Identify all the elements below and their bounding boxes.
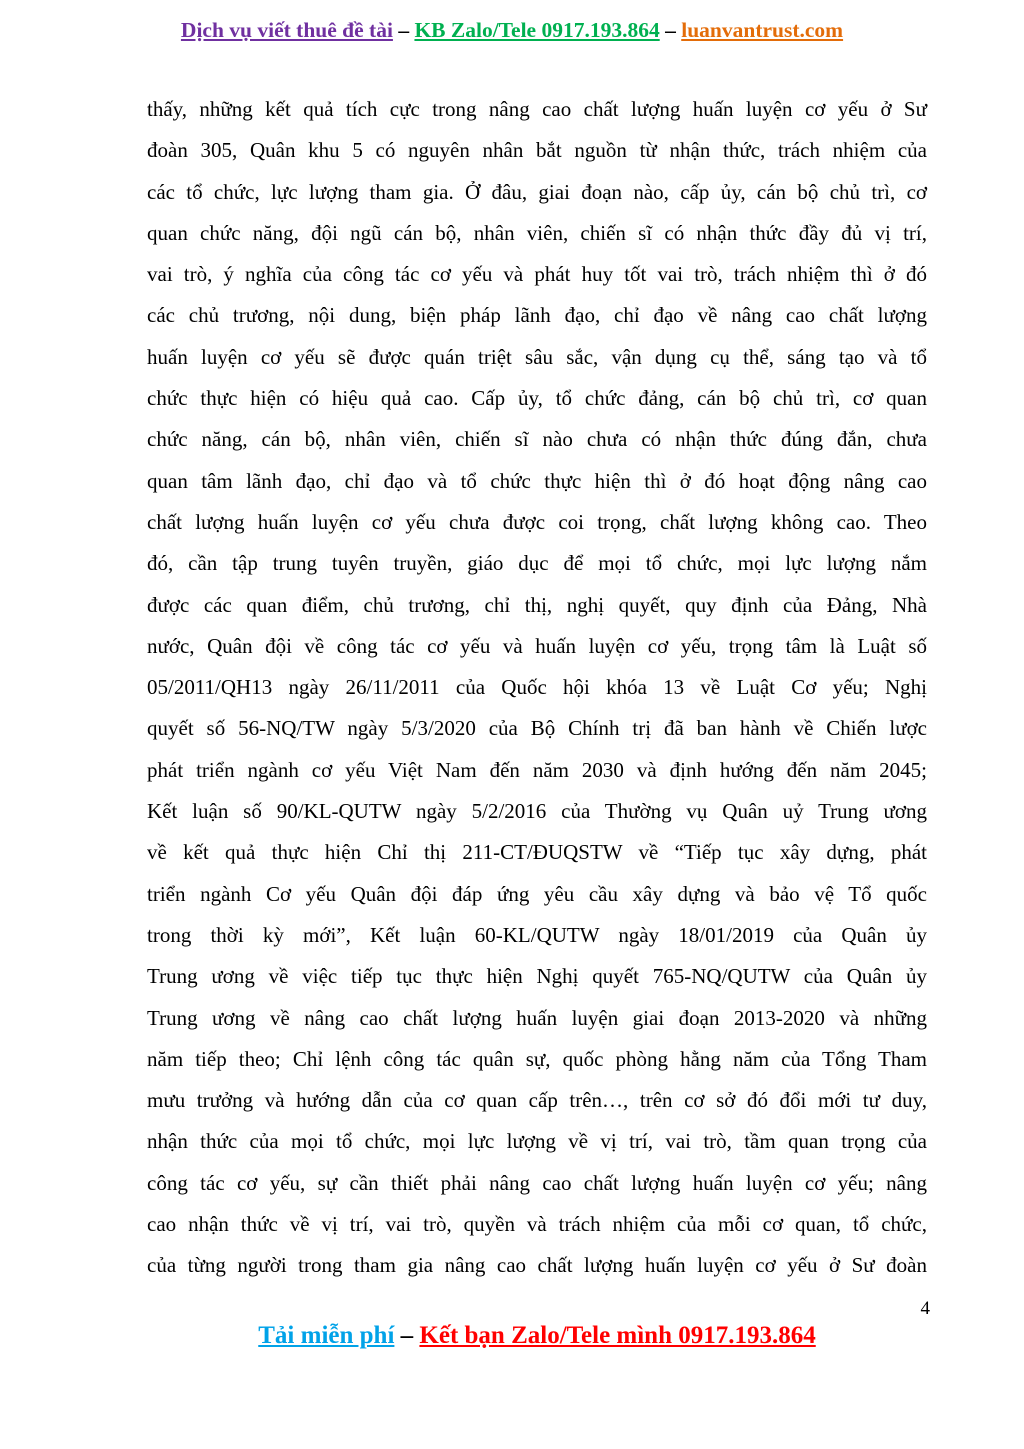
body-line: về kết quả thực hiện Chỉ thị 211-CT/ĐUQSTW về “Tiếp tục xây dựng, phát <box>147 840 927 865</box>
footer-separator: – <box>394 1322 420 1349</box>
header-separator-1: – <box>392 18 415 42</box>
body-line: quan chức năng, đội ngũ cán bộ, nhân viên, chiến sĩ có nhận thức đầy đủ vị trí, <box>147 220 927 245</box>
body-line: năm tiếp theo; Chỉ lệnh công tác quân sự, quốc phòng hằng năm của Tổng Tham <box>147 1046 927 1071</box>
body-line: cao nhận thức về vị trí, vai trò, quyền và trách nhiệm của mỗi cơ quan, tổ chức, <box>147 1212 927 1237</box>
body-line: chức thực hiện có hiệu quả cao. Cấp ủy, tổ chức đảng, cán bộ chủ trì, cơ quan <box>147 386 927 411</box>
body-line: vai trò, ý nghĩa của công tác cơ yếu và phát huy tốt vai trò, trách nhiệm thì ở đó <box>147 262 927 287</box>
body-line: triển ngành Cơ yếu Quân đội đáp ứng yêu cầu xây dựng và bảo vệ Tổ quốc <box>147 881 927 906</box>
header-contact-link[interactable]: KB Zalo/Tele 0917.193.864 <box>414 18 660 42</box>
header-website-link[interactable]: luanvantrust.com <box>681 18 844 42</box>
footer-download-link[interactable]: Tải miễn phí <box>258 1322 395 1349</box>
body-line: đó, cần tập trung tuyên truyền, giáo dục để mọi tổ chức, mọi lực lượng nắm <box>147 551 927 576</box>
page-header <box>0 14 1024 46</box>
body-line: nhận thức của mọi tổ chức, mọi lực lượng về vị trí, vai trò, tầm quan trọng của <box>147 1129 927 1154</box>
body-line: 05/2011/QH13 ngày 26/11/2011 của Quốc hội khóa 13 về Luật Cơ yếu; Nghị <box>147 675 927 700</box>
body-line: chức năng, cán bộ, nhân viên, chiến sĩ nào chưa có nhận thức đúng đắn, chưa <box>147 427 927 452</box>
body-line: mưu trưởng và hướng dẫn của cơ quan cấp trên…, trên cơ sở đó đổi mới tư duy, <box>147 1088 927 1113</box>
body-line: Kết luận số 90/KL-QUTW ngày 5/2/2016 của Thường vụ Quân uỷ Trung ương <box>147 799 927 824</box>
body-line: của từng người trong tham gia nâng cao chất lượng huấn luyện cơ yếu ở Sư đoàn <box>147 1253 927 1278</box>
body-line: quyết số 56-NQ/TW ngày 5/3/2020 của Bộ Chính trị đã ban hành về Chiến lược <box>147 716 927 741</box>
body-line: các chủ trương, nội dung, biện pháp lãnh đạo, chỉ đạo về nâng cao chất lượng <box>147 303 927 328</box>
body-line: Trung ương về nâng cao chất lượng huấn luyện giai đoạn 2013-2020 và những <box>147 1005 927 1030</box>
body-line: quan tâm lãnh đạo, chỉ đạo và tổ chức thực hiện thì ở đó hoạt động nâng cao <box>147 468 927 493</box>
body-line: phát triển ngành cơ yếu Việt Nam đến năm 2030 và định hướng đến năm 2045; <box>147 757 927 782</box>
body-line: thấy, những kết quả tích cực trong nâng cao chất lượng huấn luyện cơ yếu ở Sư <box>147 97 927 121</box>
body-line: được các quan điểm, chủ trương, chỉ thị, nghị quyết, quy định của Đảng, Nhà <box>147 592 927 617</box>
page-footer <box>0 1322 1024 1350</box>
page-number: 4 <box>920 1298 930 1319</box>
header-service-link[interactable]: Dịch vụ viết thuê đề tài <box>180 18 393 42</box>
body-line: nước, Quân đội về công tác cơ yếu và huấn luyện cơ yếu, trọng tâm là Luật số <box>147 633 927 658</box>
body-line: đoàn 305, Quân khu 5 có nguyên nhân bắt nguồn từ nhận thức, trách nhiệm của <box>147 138 927 163</box>
body-line: công tác cơ yếu, sự cần thiết phải nâng cao chất lượng huấn luyện cơ yếu; nâng <box>147 1170 927 1195</box>
body-line: chất lượng huấn luyện cơ yếu chưa được coi trọng, chất lượng không cao. Theo <box>147 509 927 534</box>
footer-contact-link[interactable]: Kết bạn Zalo/Tele mình 0917.193.864 <box>419 1322 816 1349</box>
header-separator-2: – <box>659 18 682 42</box>
body-line: các tổ chức, lực lượng tham gia. Ở đâu, giai đoạn nào, cấp ủy, cán bộ chủ trì, cơ <box>147 179 927 204</box>
body-line: trong thời kỳ mới”, Kết luận 60-KL/QUTW ngày 18/01/2019 của Quân ủy <box>147 922 927 947</box>
document-body <box>147 89 927 1287</box>
body-line: Trung ương về việc tiếp tục thực hiện Nghị quyết 765-NQ/QUTW của Quân ủy <box>147 964 927 989</box>
body-line: huấn luyện cơ yếu sẽ được quán triệt sâu sắc, vận dụng cụ thể, sáng tạo và tổ <box>147 344 927 369</box>
